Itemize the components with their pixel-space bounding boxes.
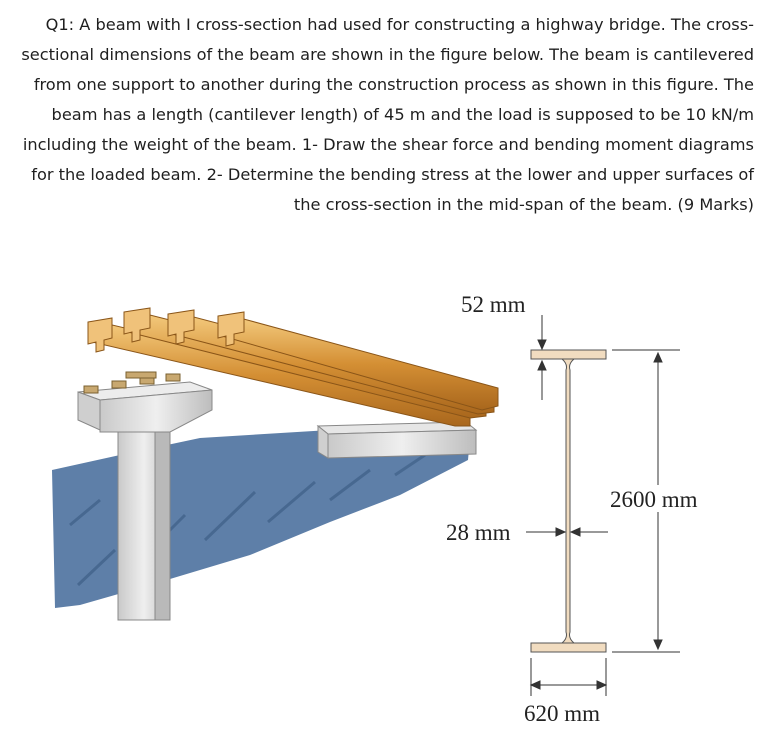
flange-width-label: 620 mm <box>524 701 601 726</box>
beam-figure <box>0 260 764 736</box>
question-text: Q1: A beam with I cross-section had used for constructing a highway bridge. The cross-sectional dimensions of the beam are shown in the figure below. The beam is cantilevered from one support to another during the construction process as shown in this figure. The beam has a length (cantilever length) of 45 m and the load is supposed to be 10 kN/m including the weight of the beam. 1- Draw the shear force and bending moment diagrams for the loaded beam. 2- Determine the bending stress at the lower and upper surfaces of the cross-section in the mid-span of the beam. (9 Marks) <box>21 15 754 214</box>
web <box>562 359 574 643</box>
web-thickness-label: 28 mm <box>446 520 511 545</box>
top-flange <box>531 350 606 359</box>
bridge-illustration <box>52 308 498 620</box>
bottom-flange <box>531 643 606 652</box>
water-surface <box>52 430 470 608</box>
depth-label: 2600 mm <box>610 487 698 512</box>
flange-thickness-label: 52 mm <box>461 292 526 317</box>
right-support <box>318 422 476 458</box>
